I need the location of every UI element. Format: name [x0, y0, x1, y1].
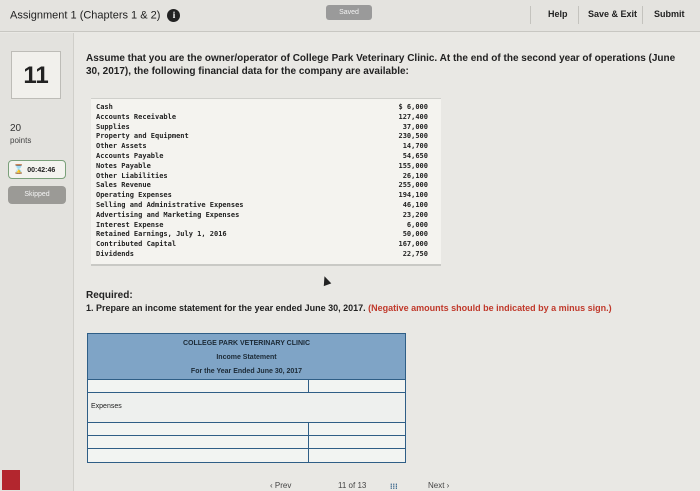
financial-data-row — [91, 221, 441, 231]
account-name: Advertising and Marketing Expenses — [96, 210, 240, 219]
account-amount: 54,650 — [402, 151, 428, 160]
account-amount: 22,750 — [402, 249, 428, 258]
instruction — [86, 303, 612, 313]
account-amount: 194,100 — [398, 191, 428, 200]
instruction-main: 1. Prepare an income statement for the year ended June 30, 2017. — [86, 303, 366, 313]
account-name: Other Liabilities — [96, 171, 168, 180]
account-name: Accounts Payable — [96, 151, 164, 160]
account-amount: 155,000 — [398, 161, 428, 170]
expense-amount-input[interactable] — [310, 424, 404, 434]
account-amount: 50,000 — [402, 230, 428, 239]
column-divider — [308, 436, 309, 448]
financial-data-row — [91, 181, 441, 191]
question-prompt: Assume that you are the owner/operator of College Park Veterinary Clinic. At the end of the second year of operations (June 30, 2017), the following financial data for the company are available: — [86, 53, 676, 77]
financial-data-row — [91, 191, 441, 201]
income-statement-form — [87, 333, 406, 463]
revenue-amount-input[interactable] — [310, 381, 404, 391]
mcgraw-hill-logo — [2, 470, 20, 490]
question-number: 11 — [11, 51, 61, 99]
skipped-badge: Skipped — [8, 186, 66, 204]
financial-data-table — [91, 98, 441, 266]
required-label: Required: — [86, 290, 133, 301]
account-amount: 6,000 — [406, 220, 428, 229]
account-name: Interest Expense — [96, 220, 164, 229]
financial-data-row — [91, 201, 441, 211]
expense-row[interactable] — [88, 423, 405, 436]
points-label: points — [10, 136, 32, 145]
account-name: Property and Equipment — [96, 132, 189, 141]
financial-data-row — [91, 152, 441, 162]
account-amount: $ 6,000 — [398, 103, 428, 111]
chevron-right-icon: › — [444, 481, 450, 490]
financial-data-row — [91, 211, 441, 221]
assignment-title-text: Assignment 1 (Chapters 1 & 2) — [10, 9, 161, 22]
column-divider — [308, 423, 309, 435]
column-divider — [308, 449, 309, 462]
save-exit-button[interactable]: Save & Exit — [588, 9, 638, 19]
financial-data-row — [91, 230, 441, 240]
account-amount: 46,100 — [402, 200, 428, 209]
page-total: 13 — [357, 481, 367, 490]
grid-icon[interactable]: ⁝⁝⁝ — [390, 482, 398, 491]
account-name: Retained Earnings, July 1, 2016 — [96, 230, 227, 239]
expense-amount-input[interactable] — [310, 437, 404, 447]
company-name: COLLEGE PARK VETERINARY CLINIC — [182, 340, 311, 347]
account-amount: 14,700 — [402, 142, 428, 151]
timer — [8, 160, 66, 179]
account-name: Notes Payable — [96, 161, 151, 170]
prev-label: Prev — [274, 481, 292, 490]
instruction-note: (Negative amounts should be indicated by a minus sign.) — [368, 303, 612, 313]
account-name: Dividends — [96, 249, 134, 258]
expenses-section-row — [88, 393, 405, 423]
expense-row[interactable] — [88, 449, 405, 462]
top-bar — [0, 0, 700, 32]
expenses-label: Expenses — [91, 403, 122, 410]
mouse-cursor-icon — [321, 275, 332, 286]
account-amount: 167,000 — [398, 240, 428, 249]
financial-data-row — [91, 172, 441, 182]
account-amount: 23,200 — [402, 210, 428, 219]
divider — [578, 6, 579, 24]
account-amount: 26,100 — [402, 171, 428, 180]
help-button[interactable]: Help — [548, 9, 568, 19]
submit-button[interactable]: Submit — [654, 9, 685, 19]
points-value: 20 — [10, 123, 22, 134]
column-divider — [308, 380, 309, 392]
financial-data-row — [91, 250, 441, 260]
divider — [530, 6, 531, 24]
prev-button[interactable] — [270, 481, 291, 490]
account-name: Contributed Capital — [96, 240, 177, 249]
account-name: Supplies — [96, 122, 130, 131]
financial-data-row — [91, 162, 441, 172]
financial-data-row — [91, 103, 441, 113]
expense-amount-input[interactable] — [310, 450, 404, 460]
income-statement-header — [88, 334, 405, 380]
account-amount: 127,400 — [398, 112, 428, 121]
assignment-title — [10, 9, 180, 22]
account-name: Other Assets — [96, 142, 147, 151]
financial-data-row — [91, 142, 441, 152]
revenue-row[interactable] — [88, 380, 405, 393]
hourglass-icon: ⌛ — [13, 164, 25, 174]
divider — [642, 6, 643, 24]
saved-status-badge: Saved — [326, 5, 372, 20]
financial-data-row — [91, 132, 441, 142]
expense-row[interactable] — [88, 436, 405, 449]
next-button[interactable] — [428, 481, 449, 490]
timer-text: 00:42:46 — [27, 167, 56, 174]
info-icon[interactable]: i — [167, 9, 180, 22]
account-name: Selling and Administrative Expenses — [96, 200, 244, 209]
chevron-left-icon: ‹ — [270, 481, 275, 490]
question-sidebar — [0, 33, 74, 491]
account-name: Cash — [96, 103, 113, 111]
account-amount: 255,000 — [398, 181, 428, 190]
next-label: Next — [428, 481, 445, 490]
statement-title: Income Statement — [216, 354, 277, 361]
financial-data-row — [91, 113, 441, 123]
page-of: of — [348, 481, 356, 490]
account-name: Sales Revenue — [96, 181, 151, 190]
financial-data-row — [91, 240, 441, 250]
bottom-navigation — [250, 481, 490, 491]
account-amount: 230,500 — [398, 132, 428, 141]
page-current: 11 — [338, 481, 347, 490]
account-name: Operating Expenses — [96, 191, 172, 200]
statement-period: For the Year Ended June 30, 2017 — [190, 368, 303, 375]
financial-data-row — [91, 123, 441, 133]
page-indicator — [338, 481, 366, 490]
account-name: Accounts Receivable — [96, 112, 177, 121]
account-amount: 37,000 — [402, 122, 428, 131]
